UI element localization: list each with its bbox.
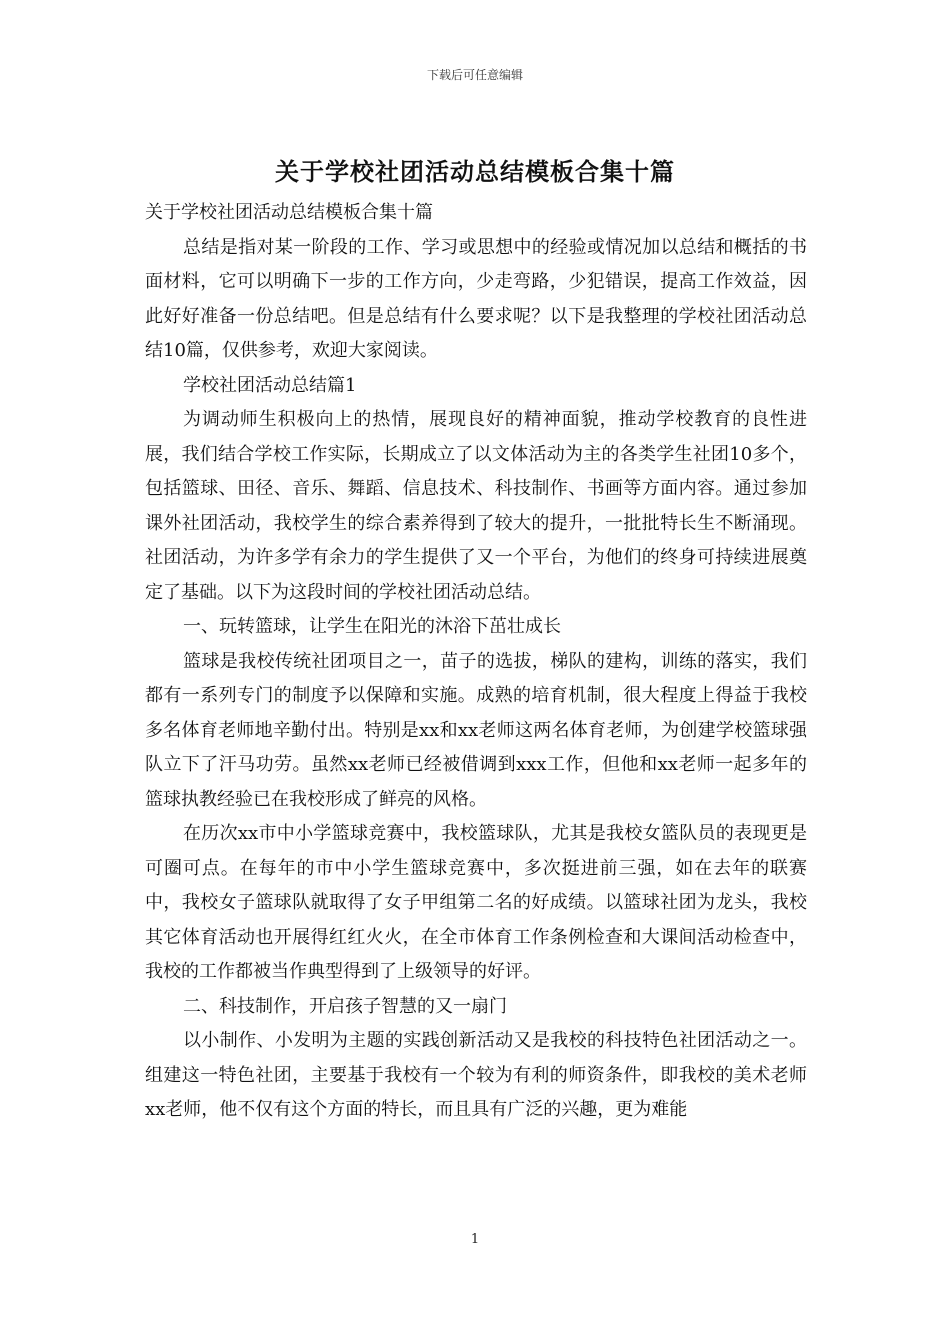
body-paragraph: 以小制作、小发明为主题的实践创新活动又是我校的科技特色社团活动之一。组建这一特色社团，主要基于我校有一个较为有利的师资条件，即我校的美术老师xx老师，他不仅有这个方面的特长，而且具有广泛的兴趣，更为难能: [145, 1030, 807, 1120]
section-heading-part-1: 学校社团活动总结篇1: [183, 374, 357, 396]
document-body: [145, 196, 807, 1128]
section-heading-tech: 二、科技制作，开启孩子智慧的又一扇门: [183, 995, 507, 1017]
document-subtitle: 关于学校社团活动总结模板合集十篇: [145, 202, 433, 223]
page-number: 1: [470, 1232, 480, 1247]
section-heading-basketball: 一、玩转篮球，让学生在阳光的沐浴下茁壮成长: [183, 616, 561, 637]
body-paragraph: 在历次xx市中小学篮球竞赛中，我校篮球队，尤其是我校女篮队员的表现更是可圈可点。在每年的市中小学生篮球竞赛中，多次挺进前三强，如在去年的联赛中，我校女子篮球队就取得了女子甲组第二名的好成绩。以篮球社团为龙头，我校其它体育活动也开展得红红火火，在全市体育工作条例检查和大课间活动检查中，我校的工作都被当作典型得到了上级领导的好评。: [145, 823, 807, 982]
document-title: 关于学校社团活动总结模板合集十篇: [275, 157, 675, 186]
page-header-note: 下载后可任意编辑: [426, 68, 523, 82]
body-paragraph: 为调动师生积极向上的热情，展现良好的精神面貌，推动学校教育的良性进展，我们结合学校工作实际，长期成立了以文体活动为主的各类学生社团10多个，包括篮球、田径、音乐、舞蹈、信息技术、科技制作、书画等方面内容。通过参加课外社团活动，我校学生的综合素养得到了较大的提升，一批批特长生不断涌现。社团活动，为许多学有余力的学生提供了又一个平台，为他们的终身可持续进展奠定了基础。以下为这段时间的学校社团活动总结。: [145, 409, 807, 603]
body-paragraph: 篮球是我校传统社团项目之一，苗子的选拔，梯队的建构，训练的落实，我们都有一系列专门的制度予以保障和实施。成熟的培育机制，很大程度上得益于我校多名体育老师地辛勤付出。特别是xx和xx老师这两名体育老师，为创建学校篮球强队立下了汗马功劳。虽然xx老师已经被借调到xxx工作，但他和xx老师一起多年的篮球执教经验已在我校形成了鲜亮的风格。: [145, 650, 807, 810]
intro-paragraph: 总结是指对某一阶段的工作、学习或思想中的经验或情况加以总结和概括的书面材料，它可以明确下一步的工作方向，少走弯路，少犯错误，提高工作效益，因此好好准备一份总结吧。但是总结有什么要求呢？以下是我整理的学校社团活动总结10篇，仅供参考，欢迎大家阅读。: [145, 236, 807, 361]
